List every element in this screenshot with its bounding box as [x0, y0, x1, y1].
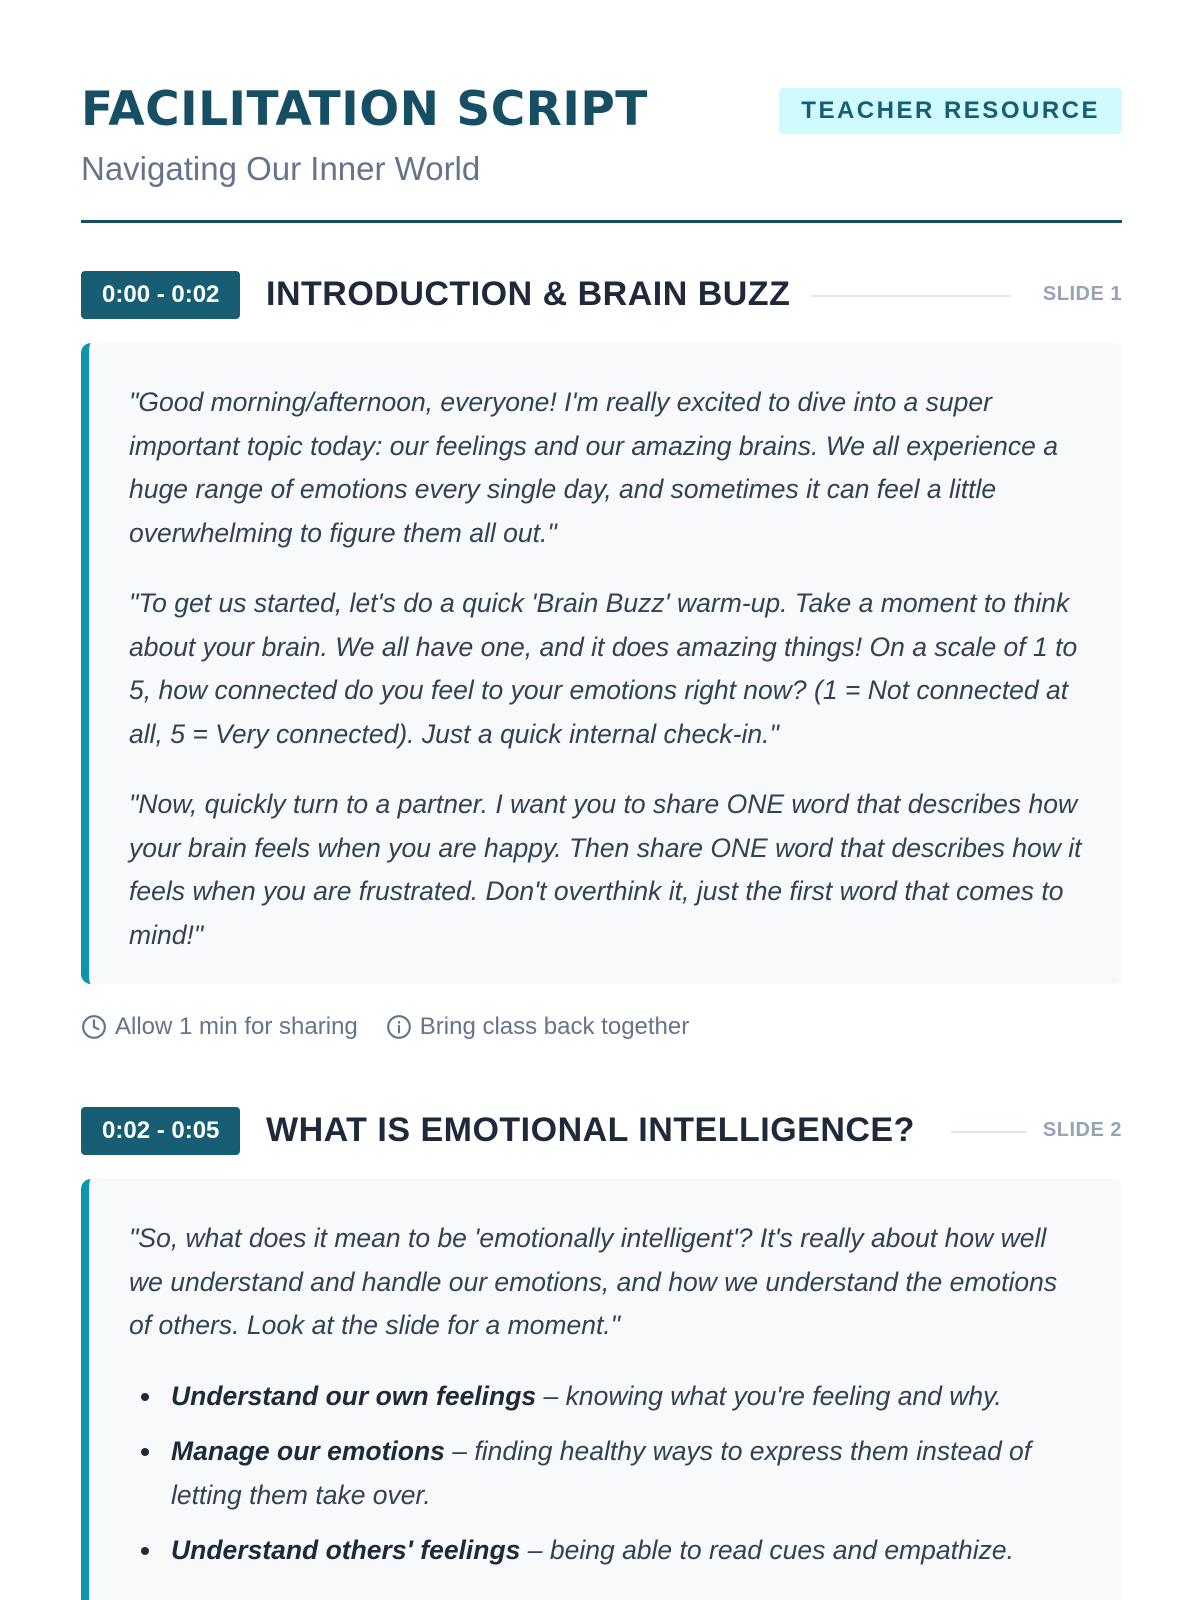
section-title: INTRODUCTION & BRAIN BUZZ — [266, 275, 791, 313]
teacher-resource-badge: TEACHER RESOURCE — [779, 88, 1122, 134]
list-item — [129, 1375, 1082, 1419]
script-paragraph: "To get us started, let's do a quick 'Brain Buzz' warm-up. Take a moment to think about your brain. We all have one, and it does amazing things! On a scale of 1 to 5, how connected do you feel to your emotions right now? (1 = Not connected at all, 5 = Very connected). Just a quick internal check-in." — [129, 588, 1078, 749]
script-box-emotional-intelligence — [81, 1179, 1122, 1600]
section-title: WHAT IS EMOTIONAL INTELLIGENCE? — [266, 1111, 915, 1149]
page-subtitle: Navigating Our Inner World — [81, 150, 481, 187]
list-item — [129, 1529, 1082, 1573]
note-text: Bring class back together — [419, 1013, 690, 1040]
bullet-desc: – being able to read cues and empathize. — [520, 1535, 1014, 1565]
page-header — [81, 0, 1122, 223]
bullet-dot — [141, 1448, 149, 1456]
section-divider-line — [811, 295, 1011, 297]
script-box-intro — [81, 343, 1122, 984]
note-item — [81, 1013, 358, 1041]
script-paragraph: "Now, quickly turn to a partner. I want you to share ONE word that describes how your brain feels when you are happy. Then share ONE word that describes how it feels when you are frustrated. Don't overthink it, just the first word that comes to mind!" — [129, 789, 1082, 950]
facilitation-script-page — [81, 0, 1122, 1565]
bullet-term: Understand our own feelings — [171, 1380, 537, 1411]
ei-bullet-list — [129, 1375, 1082, 1573]
note-item — [386, 1013, 689, 1041]
bullet-desc: – finding healthy ways to express them instead of letting them take over. — [171, 1436, 1032, 1510]
section-header-intro — [81, 271, 1122, 319]
bullet-dot — [141, 1393, 149, 1401]
bullet-term: Manage our emotions — [171, 1436, 445, 1466]
list-item — [129, 1430, 1082, 1517]
slide-label: SLIDE 1 — [1042, 283, 1122, 305]
section-header-emotional-intelligence — [81, 1107, 1122, 1155]
script-paragraph: "So, what does it mean to be 'emotionally intelligent'? It's really about how well we understand and handle our emotions, and how we understand the emotions of others. Look at the slide for a moment." — [129, 1223, 1058, 1340]
section-divider-line — [951, 1131, 1027, 1133]
facilitator-notes — [81, 1012, 717, 1042]
clock-icon — [81, 1014, 107, 1040]
bullet-desc: – knowing what you're feeling and why. — [536, 1380, 1002, 1411]
bullet-term: Understand others' feelings — [171, 1535, 521, 1565]
time-range-pill: 0:00 - 0:02 — [81, 271, 240, 319]
time-range-pill: 0:02 - 0:05 — [81, 1107, 240, 1155]
page-title: FACILITATION SCRIPT — [81, 82, 648, 137]
note-text: Allow 1 min for sharing — [115, 1013, 358, 1040]
slide-label: SLIDE 2 — [1042, 1119, 1122, 1141]
script-paragraph: "Good morning/afternoon, everyone! I'm really excited to dive into a super important topic today: our feelings and our amazing brains. We all experience a huge range of emotions every single day, and sometimes it can feel a little overwhelming to figure them all out." — [129, 387, 1059, 548]
info-icon — [386, 1014, 412, 1040]
bullet-dot — [141, 1547, 149, 1555]
